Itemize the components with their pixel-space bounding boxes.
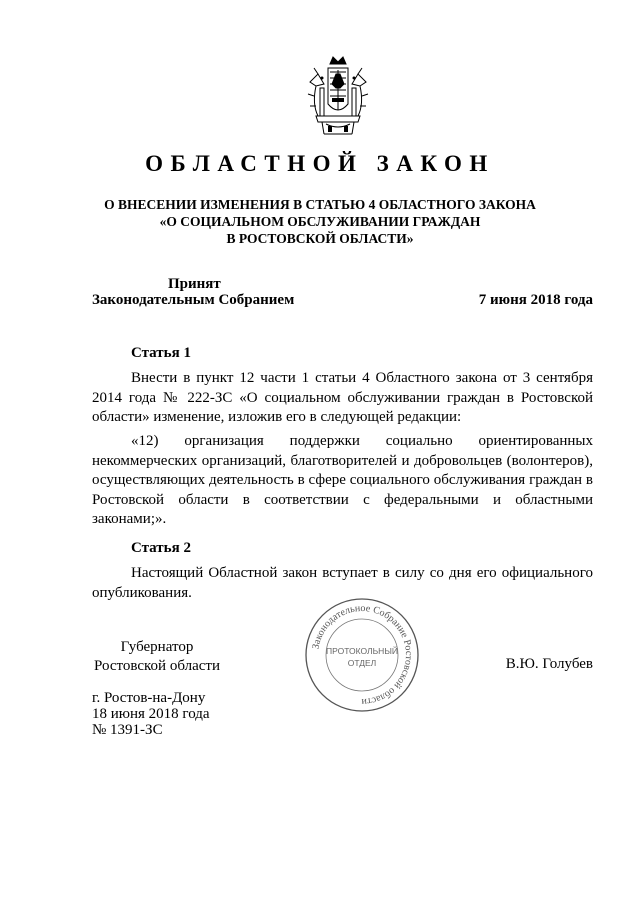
signing-date: 18 июня 2018 года	[92, 706, 210, 722]
subtitle-line: В РОСТОВСКОЙ ОБЛАСТИ»	[226, 231, 414, 246]
signing-place: г. Ростов-на-Дону	[92, 690, 206, 706]
subtitle-line: «О СОЦИАЛЬНОМ ОБСЛУЖИВАНИИ ГРАЖДАН	[159, 214, 481, 229]
article-2-paragraph: Настоящий Областной закон вступает в силу со дня его официального опубликования.	[92, 565, 593, 601]
article-1-heading: Статья 1	[131, 345, 191, 361]
seal-inner-line: ПРОТОКОЛЬНЫЙ	[326, 646, 398, 656]
signatory-title-line: Губернатор	[120, 639, 194, 655]
signatory-title-line: Ростовской области	[94, 658, 220, 674]
document-subtitle	[90, 196, 550, 247]
adopted-by: Законодательным Собранием	[92, 292, 295, 308]
seal-outer-text: Законодательное Собрание Ростовской области	[310, 602, 415, 708]
article-1-amendment-text: «12) организация поддержки социально ориентированных некоммерческих организаций, благотворителей и добровольцев (волонтеров), осуществляющих деятельность в сфере социального обслуживания граждан в Ростовской области в соответствии с федеральными и областными законами;».	[92, 433, 593, 527]
law-number: № 1391-ЗС	[92, 722, 163, 738]
seal-inner-line: ОТДЕЛ	[347, 658, 377, 668]
article-1-paragraph: Внести в пункт 12 части 1 статьи 4 Областного закона от 3 сентября 2014 года № 222-ЗС «О социальном обслуживании граждан в Ростовской области» изменение, изложив его в следующей редакции:	[92, 370, 593, 425]
signatory-title	[92, 638, 222, 676]
signatory-name: В.Ю. Голубев	[505, 656, 593, 672]
document-title: ОБЛАСТНОЙ ЗАКОН	[145, 151, 495, 176]
subtitle-line: О ВНЕСЕНИИ ИЗМЕНЕНИЯ В СТАТЬЮ 4 ОБЛАСТНОГО ЗАКОНА	[104, 197, 536, 212]
article-2-heading: Статья 2	[131, 540, 191, 556]
adoption-date: 7 июня 2018 года	[478, 292, 593, 308]
adopted-label: Принят	[168, 276, 221, 292]
official-seal-stamp	[303, 596, 421, 714]
coat-of-arms-emblem	[302, 54, 374, 140]
